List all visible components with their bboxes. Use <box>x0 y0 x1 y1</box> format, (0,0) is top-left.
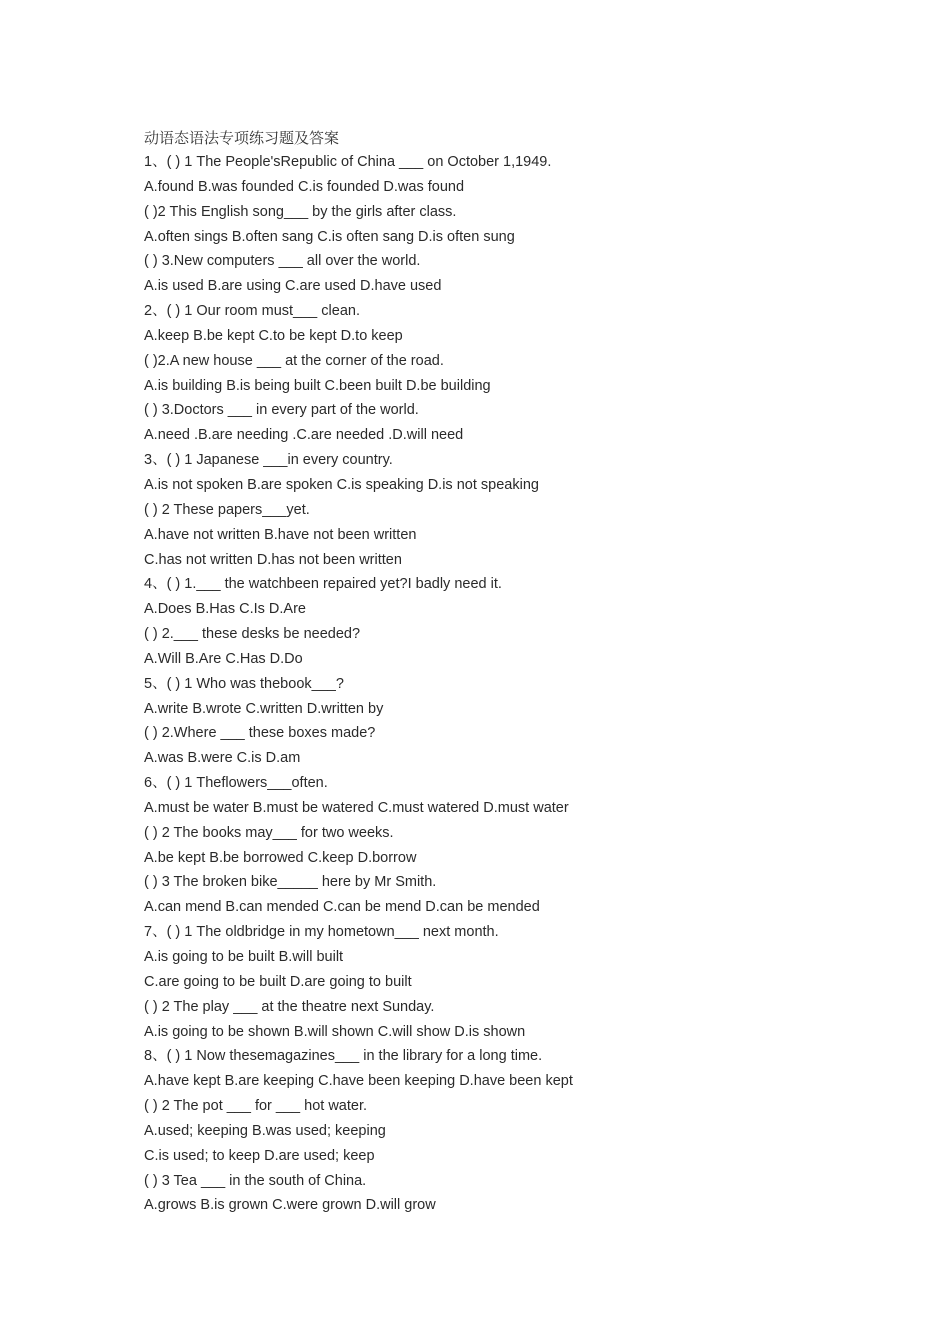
text-line: ( ) 2 These papers___yet. <box>144 501 310 518</box>
text-line: C.has not written D.has not been written <box>144 551 402 568</box>
text-line: 2、( ) 1 Our room must___ clean. <box>144 303 360 320</box>
text-line: ( ) 2.___ these desks be needed? <box>144 626 361 643</box>
text-line: ( ) 2.Where ___ these boxes made? <box>144 725 376 742</box>
text-line: A.is going to be shown B.will shown C.will show D.is shown <box>144 1023 526 1040</box>
question-list <box>144 150 904 1218</box>
text-line: A.Does B.Has C.Is D.Are <box>144 601 306 618</box>
text-line: A.be kept B.be borrowed C.keep D.borrow <box>144 849 417 866</box>
text-line: A.need .B.are needing .C.are needed .D.will need <box>144 427 464 444</box>
text-line: A.used; keeping B.was used; keeping <box>144 1122 386 1139</box>
text-line: A.is used B.are using C.are used D.have used <box>144 278 442 295</box>
text-line: A.is going to be built B.will built <box>144 949 344 965</box>
text-line: A.have kept B.are keeping C.have been keeping D.have been kept <box>144 1073 573 1090</box>
text-line: A.grows B.is grown C.were grown D.will grow <box>144 1197 436 1214</box>
text-line: A.is building B.is being built C.been built D.be building <box>144 377 491 394</box>
text-line: ( ) 2 The play ___ at the theatre next Sunday. <box>144 998 435 1015</box>
text-line: A.write B.wrote C.written D.written by <box>144 700 384 717</box>
text-line: ( ) 3.Doctors ___ in every part of the world. <box>144 402 419 419</box>
text-line: A.have not written B.have not been written <box>144 526 417 543</box>
text-line: A.was B.were C.is D.am <box>144 750 301 767</box>
text-line: A.keep B.be kept C.to be kept D.to keep <box>144 327 403 344</box>
text-line: ( ) 3.New computers ___ all over the world. <box>144 253 421 270</box>
text-line: 8、( ) 1 Now thesemagazines___ in the library for a long time. <box>144 1048 543 1065</box>
text-line: ( ) 3 The broken bike_____ here by Mr Smith. <box>144 874 437 891</box>
text-line: 3、( ) 1 Japanese ___in every country. <box>144 452 393 469</box>
text-line: 6、( ) 1 Theflowers___often. <box>144 775 328 792</box>
text-line: A.found B.was founded C.is founded D.was found <box>144 178 465 195</box>
text-line: 1、( ) 1 The People'sRepublic of China ___ on October 1,1949. <box>144 154 552 170</box>
text-line: C.is used; to keep D.are used; keep <box>144 1147 375 1164</box>
text-line: 4、( ) 1.___ the watchbeen repaired yet?I badly need it. <box>144 576 502 593</box>
text-line: 7、( ) 1 The oldbridge in my hometown___ next month. <box>144 924 499 941</box>
text-line: 5、( ) 1 Who was thebook___? <box>144 675 344 692</box>
text-line: A.can mend B.can mended C.can be mend D.can be mended <box>144 899 540 916</box>
text-line: A.Will B.Are C.Has D.Do <box>144 650 303 667</box>
text-line: ( ) 2 The books may___ for two weeks. <box>144 824 394 841</box>
text-line: C.are going to be built D.are going to built <box>144 973 412 990</box>
document-title: 动语态语法专项练习题及答案 <box>144 129 340 147</box>
text-line: ( )2.A new house ___ at the corner of the road. <box>144 352 444 369</box>
text-line: ( ) 3 Tea ___ in the south of China. <box>144 1172 367 1189</box>
text-line: A.is not spoken B.are spoken C.is speaking D.is not speaking <box>144 476 539 493</box>
text-line: ( )2 This English song___ by the girls after class. <box>144 203 457 220</box>
text-line: A.must be water B.must be watered C.must watered D.must water <box>144 799 569 816</box>
text-line: ( ) 2 The pot ___ for ___ hot water. <box>144 1098 368 1115</box>
text-line: A.often sings B.often sang C.is often sang D.is often sung <box>144 228 515 245</box>
